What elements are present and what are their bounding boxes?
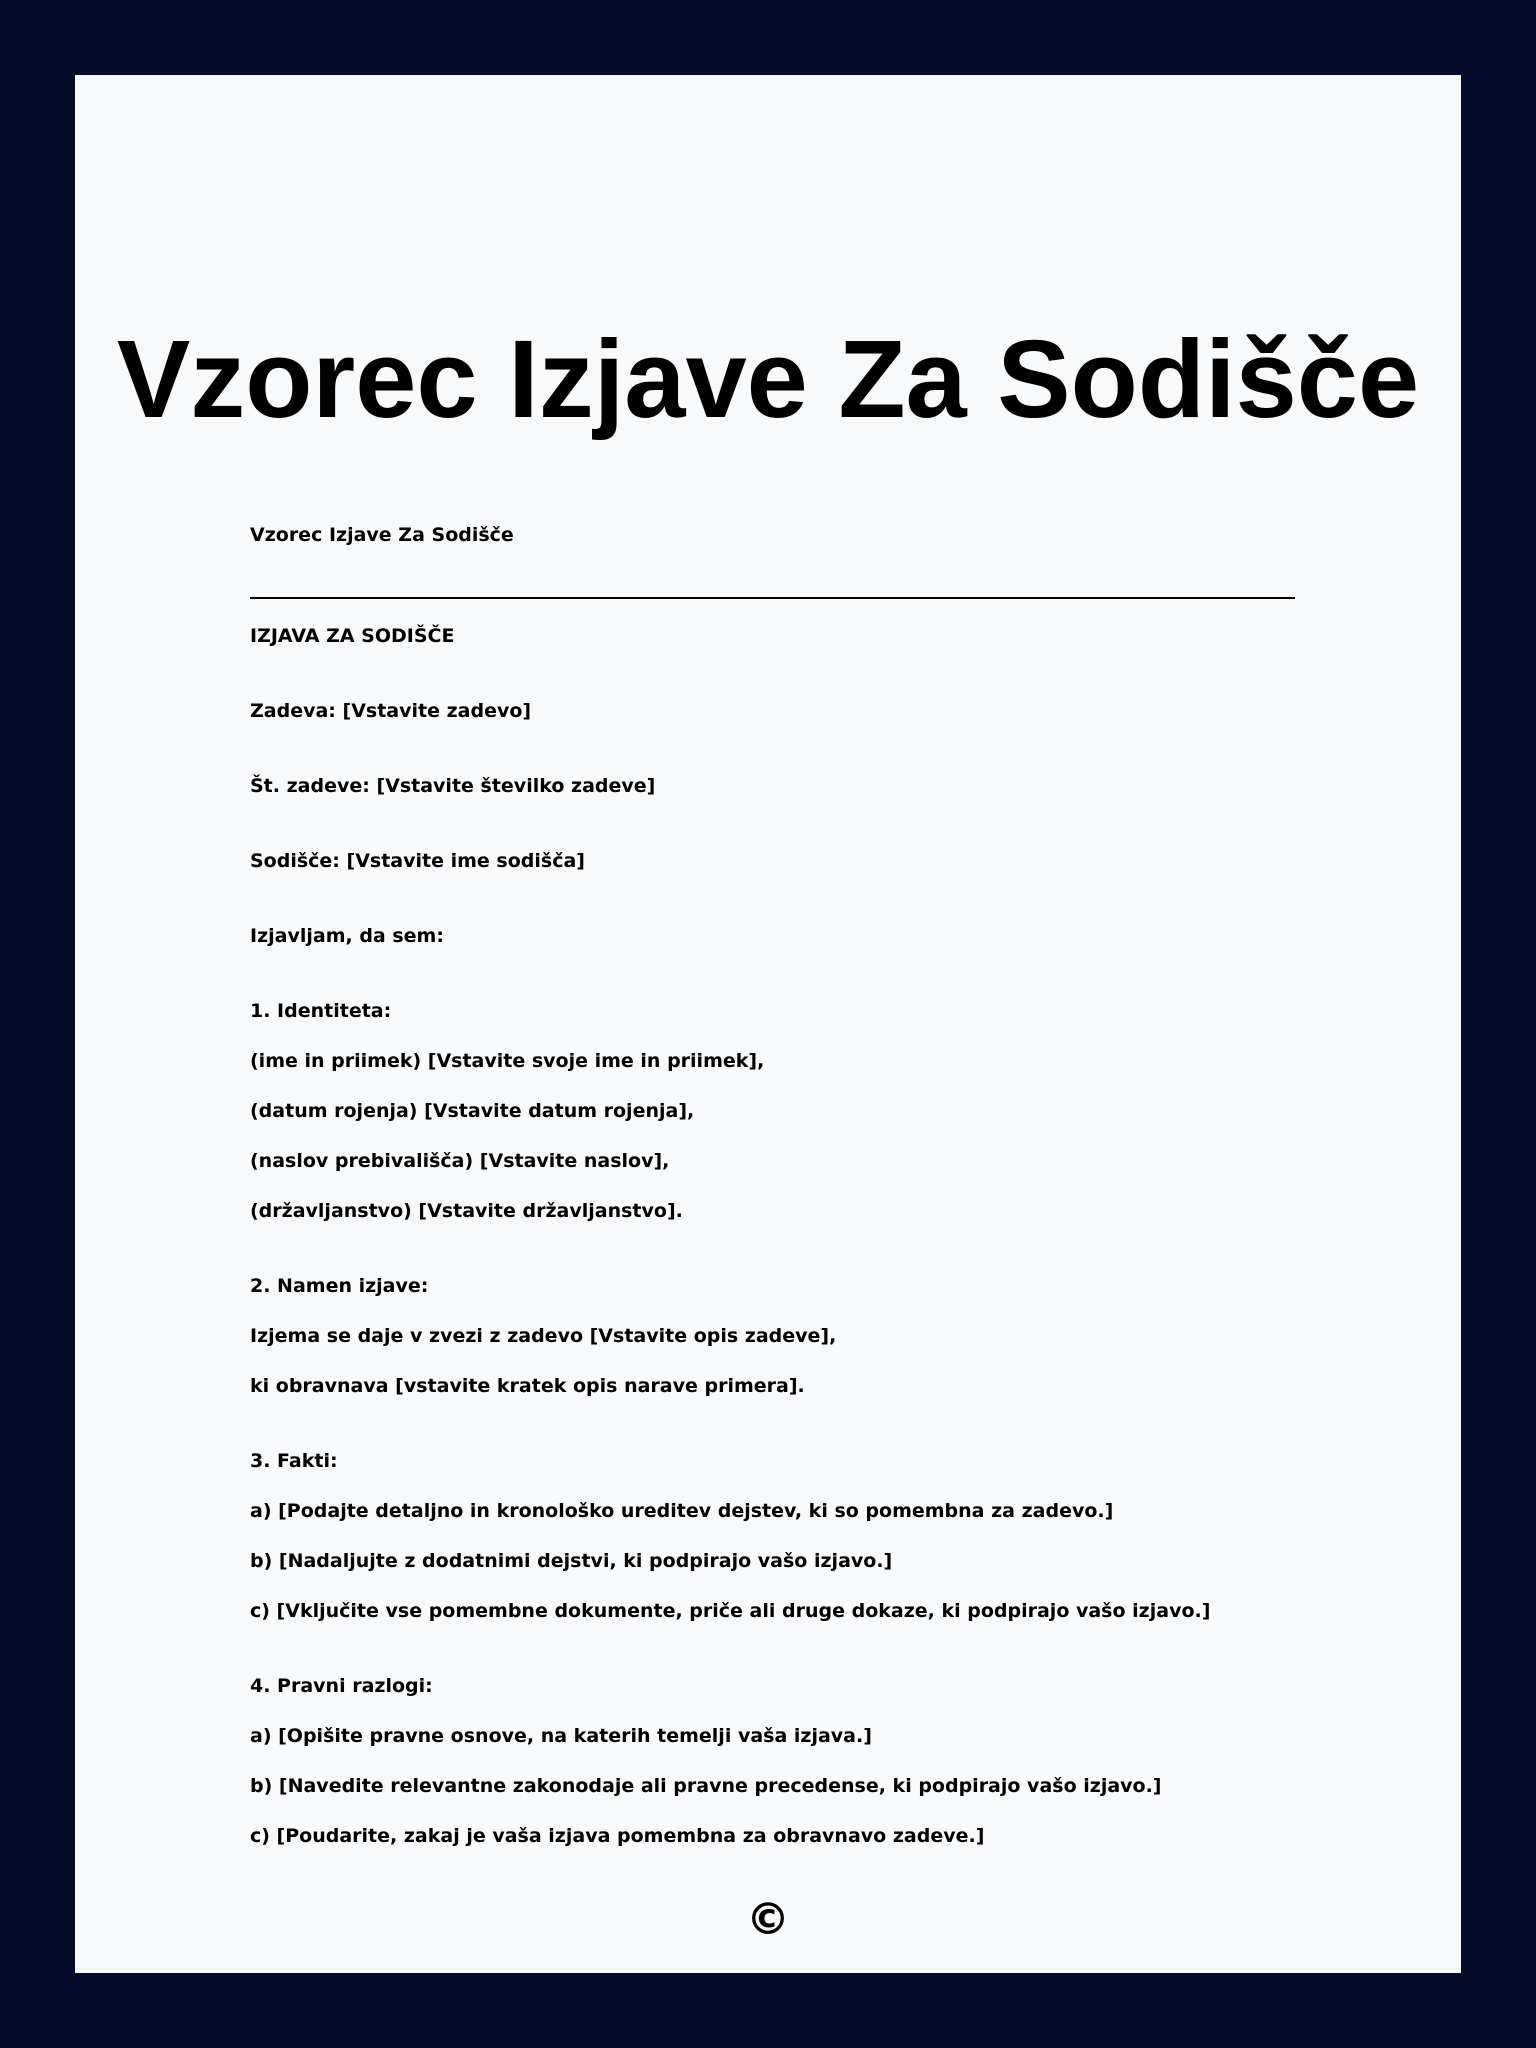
- page-title: Vzorec Izjave Za Sodišče: [116, 318, 1420, 441]
- section-heading-facts: 3. Fakti:: [250, 1450, 338, 1472]
- section-heading-purpose: 2. Namen izjave:: [250, 1275, 429, 1297]
- document-subtitle: Vzorec Izjave Za Sodišče: [250, 524, 514, 546]
- intro-text: Izjavljam, da sem:: [250, 925, 444, 947]
- section-line: Izjema se daje v zvezi z zadevo [Vstavite opis zadeve],: [250, 1325, 837, 1347]
- divider: [250, 597, 1295, 599]
- section-line: b) [Navedite relevantne zakonodaje ali pravne precedense, ki podpirajo vašo izjavo.]: [250, 1775, 1162, 1797]
- document-page: [75, 75, 1461, 1973]
- document-body: [250, 520, 1295, 1851]
- copyright-icon: ©: [746, 1894, 790, 1945]
- declaration-heading: IZJAVA ZA SODIŠČE: [250, 625, 455, 647]
- section-line: ki obravnava [vstavite kratek opis narave primera].: [250, 1375, 805, 1397]
- field-court: Sodišče: [Vstavite ime sodišča]: [250, 850, 585, 872]
- section-line: c) [Vključite vse pomembne dokumente, priče ali druge dokaze, ki podpirajo vašo izjavo.]: [250, 1600, 1211, 1622]
- section-heading-identity: 1. Identiteta:: [250, 1000, 392, 1022]
- section-line: (datum rojenja) [Vstavite datum rojenja],: [250, 1100, 695, 1122]
- section-heading-legal-grounds: 4. Pravni razlogi:: [250, 1675, 433, 1697]
- section-line: (državljanstvo) [Vstavite državljanstvo].: [250, 1200, 683, 1222]
- section-line: a) [Opišite pravne osnove, na katerih temelji vaša izjava.]: [250, 1725, 872, 1747]
- section-line: b) [Nadaljujte z dodatnimi dejstvi, ki podpirajo vašo izjavo.]: [250, 1550, 893, 1572]
- section-line: a) [Podajte detaljno in kronološko ureditev dejstev, ki so pomembna za zadevo.]: [250, 1500, 1114, 1522]
- section-line: c) [Poudarite, zakaj je vaša izjava pomembna za obravnavo zadeve.]: [250, 1825, 985, 1847]
- field-zadeva: Zadeva: [Vstavite zadevo]: [250, 700, 532, 722]
- section-line: (ime in priimek) [Vstavite svoje ime in priimek],: [250, 1050, 765, 1072]
- field-case-number: Št. zadeve: [Vstavite številko zadeve]: [250, 775, 656, 797]
- section-line: (naslov prebivališča) [Vstavite naslov],: [250, 1150, 670, 1172]
